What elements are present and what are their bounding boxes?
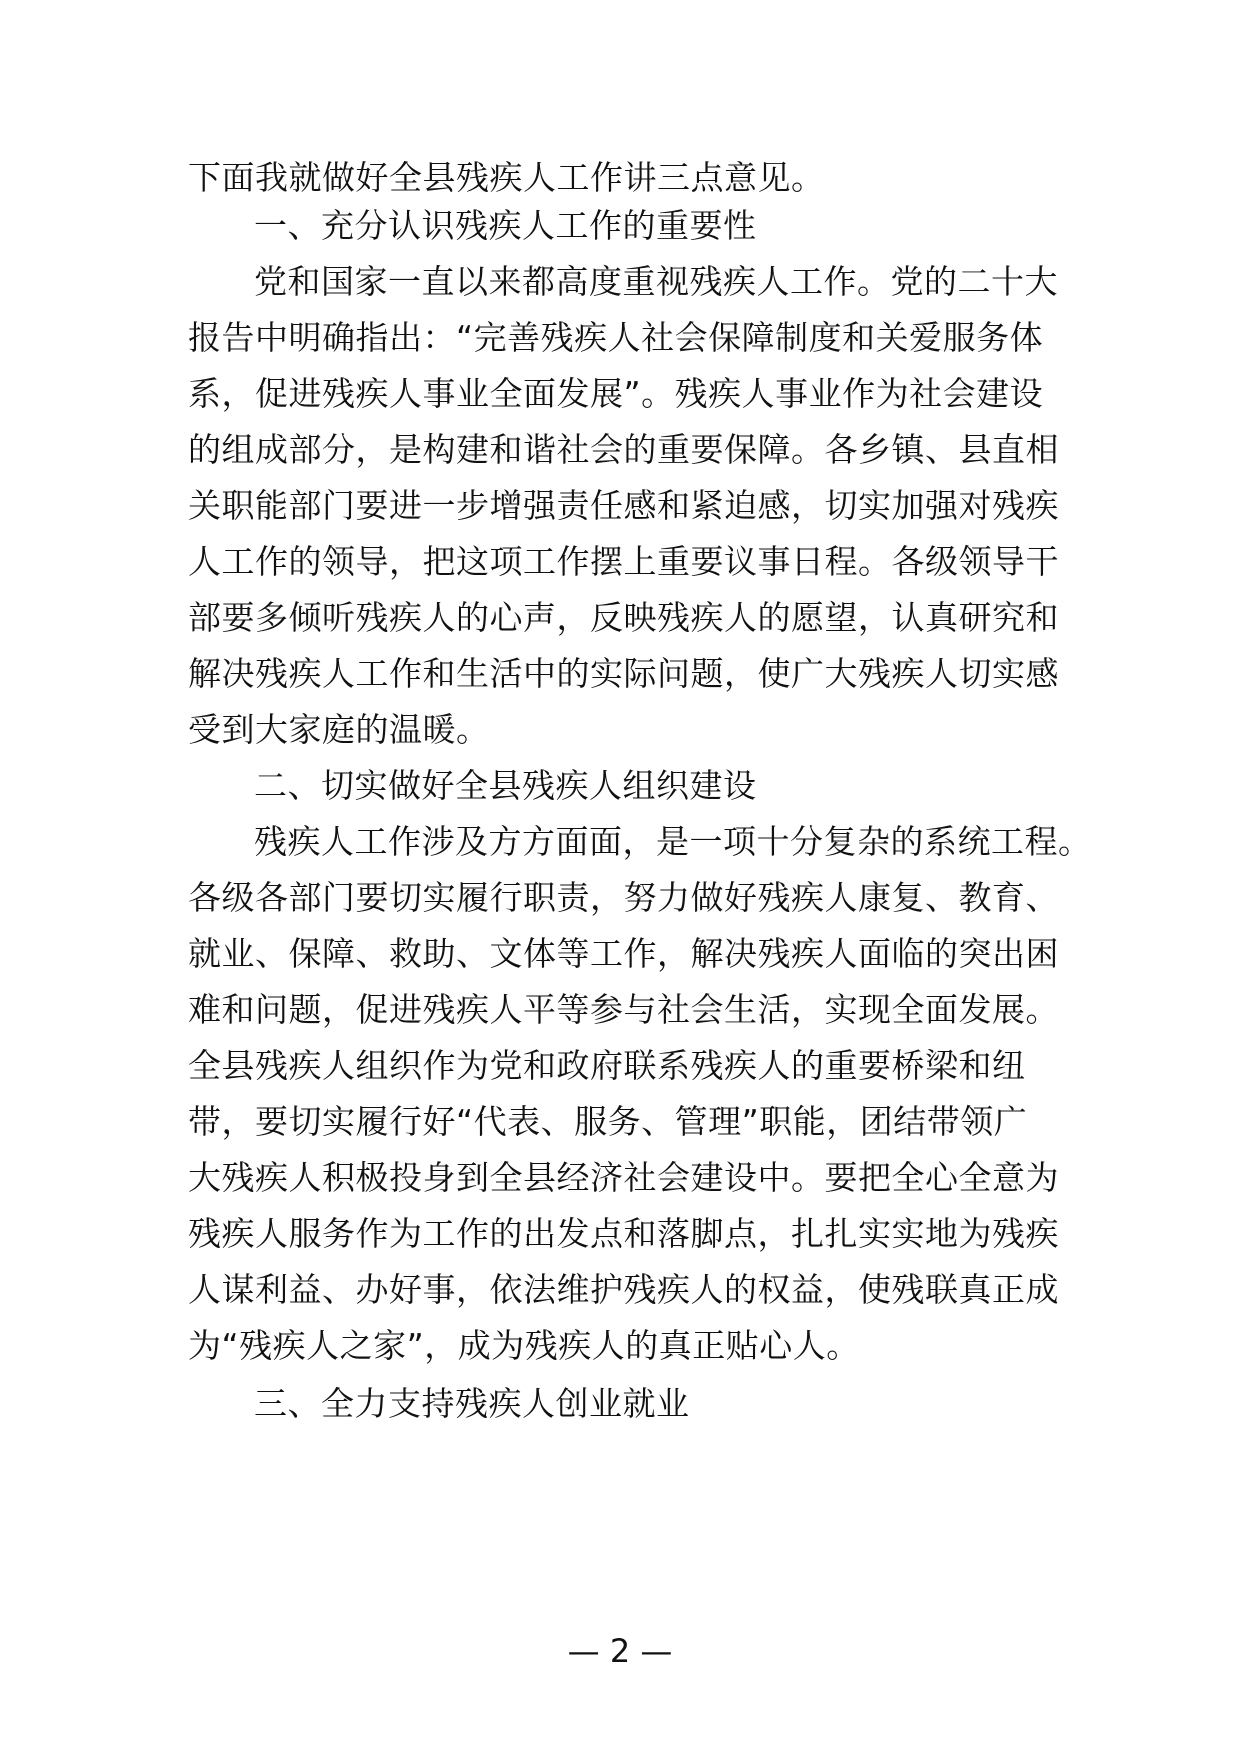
text-line: 党和国家一直以来都高度重视残疾人工作。党的二十大 <box>254 262 1058 301</box>
text-line: 为“残疾人之家”，成为残疾人的真正贴心人。 <box>188 1326 860 1365</box>
text-line: 全县残疾人组织作为党和政府联系残疾人的重要桥梁和纽 <box>188 1046 1026 1085</box>
text-line: 报告中明确指出：“完善残疾人社会保障制度和关爱服务体 <box>188 318 1044 357</box>
text-line: 的组成部分，是构建和谐社会的重要保障。各乡镇、县直相 <box>188 430 1059 469</box>
text-line: 就业、保障、救助、文体等工作，解决残疾人面临的突出困 <box>188 934 1059 973</box>
text-line: 人谋利益、办好事，依法维护残疾人的权益，使残联真正成 <box>188 1270 1059 1309</box>
text-line: 系，促进残疾人事业全面发展”。残疾人事业作为社会建设 <box>188 374 1044 413</box>
section-heading-2: 二、切实做好全县残疾人组织建设 <box>254 766 757 805</box>
text-line: 带，要切实履行好“代表、服务、管理”职能，团结带领广 <box>188 1102 1028 1141</box>
text-line: 各级各部门要切实履行职责，努力做好残疾人康复、教育、 <box>188 878 1059 917</box>
section-heading-1: 一、充分认识残疾人工作的重要性 <box>254 206 757 245</box>
section-heading-3: 三、全力支持残疾人创业就业 <box>254 1384 690 1423</box>
text-line: 人工作的领导，把这项工作摆上重要议事日程。各级领导干 <box>188 542 1059 581</box>
text-line: 大残疾人积极投身到全县经济社会建设中。要把全心全意为 <box>188 1158 1059 1197</box>
text-line: 难和问题，促进残疾人平等参与社会生活，实现全面发展。 <box>188 990 1059 1029</box>
text-line: 残疾人工作涉及方方面面，是一项十分复杂的系统工程。 <box>254 822 1092 861</box>
text-line: 残疾人服务作为工作的出发点和落脚点，扎扎实实地为残疾 <box>188 1214 1059 1253</box>
page-number: — 2 — <box>567 1632 673 1670</box>
text-line: 部要多倾听残疾人的心声，反映残疾人的愿望，认真研究和 <box>188 598 1059 637</box>
text-line: 解决残疾人工作和生活中的实际问题，使广大残疾人切实感 <box>188 654 1059 693</box>
text-line: 关职能部门要进一步增强责任感和紧迫感，切实加强对残疾 <box>188 486 1059 525</box>
text-line: 下面我就做好全县残疾人工作讲三点意见。 <box>188 158 825 197</box>
text-line: 受到大家庭的温暖。 <box>188 710 490 749</box>
